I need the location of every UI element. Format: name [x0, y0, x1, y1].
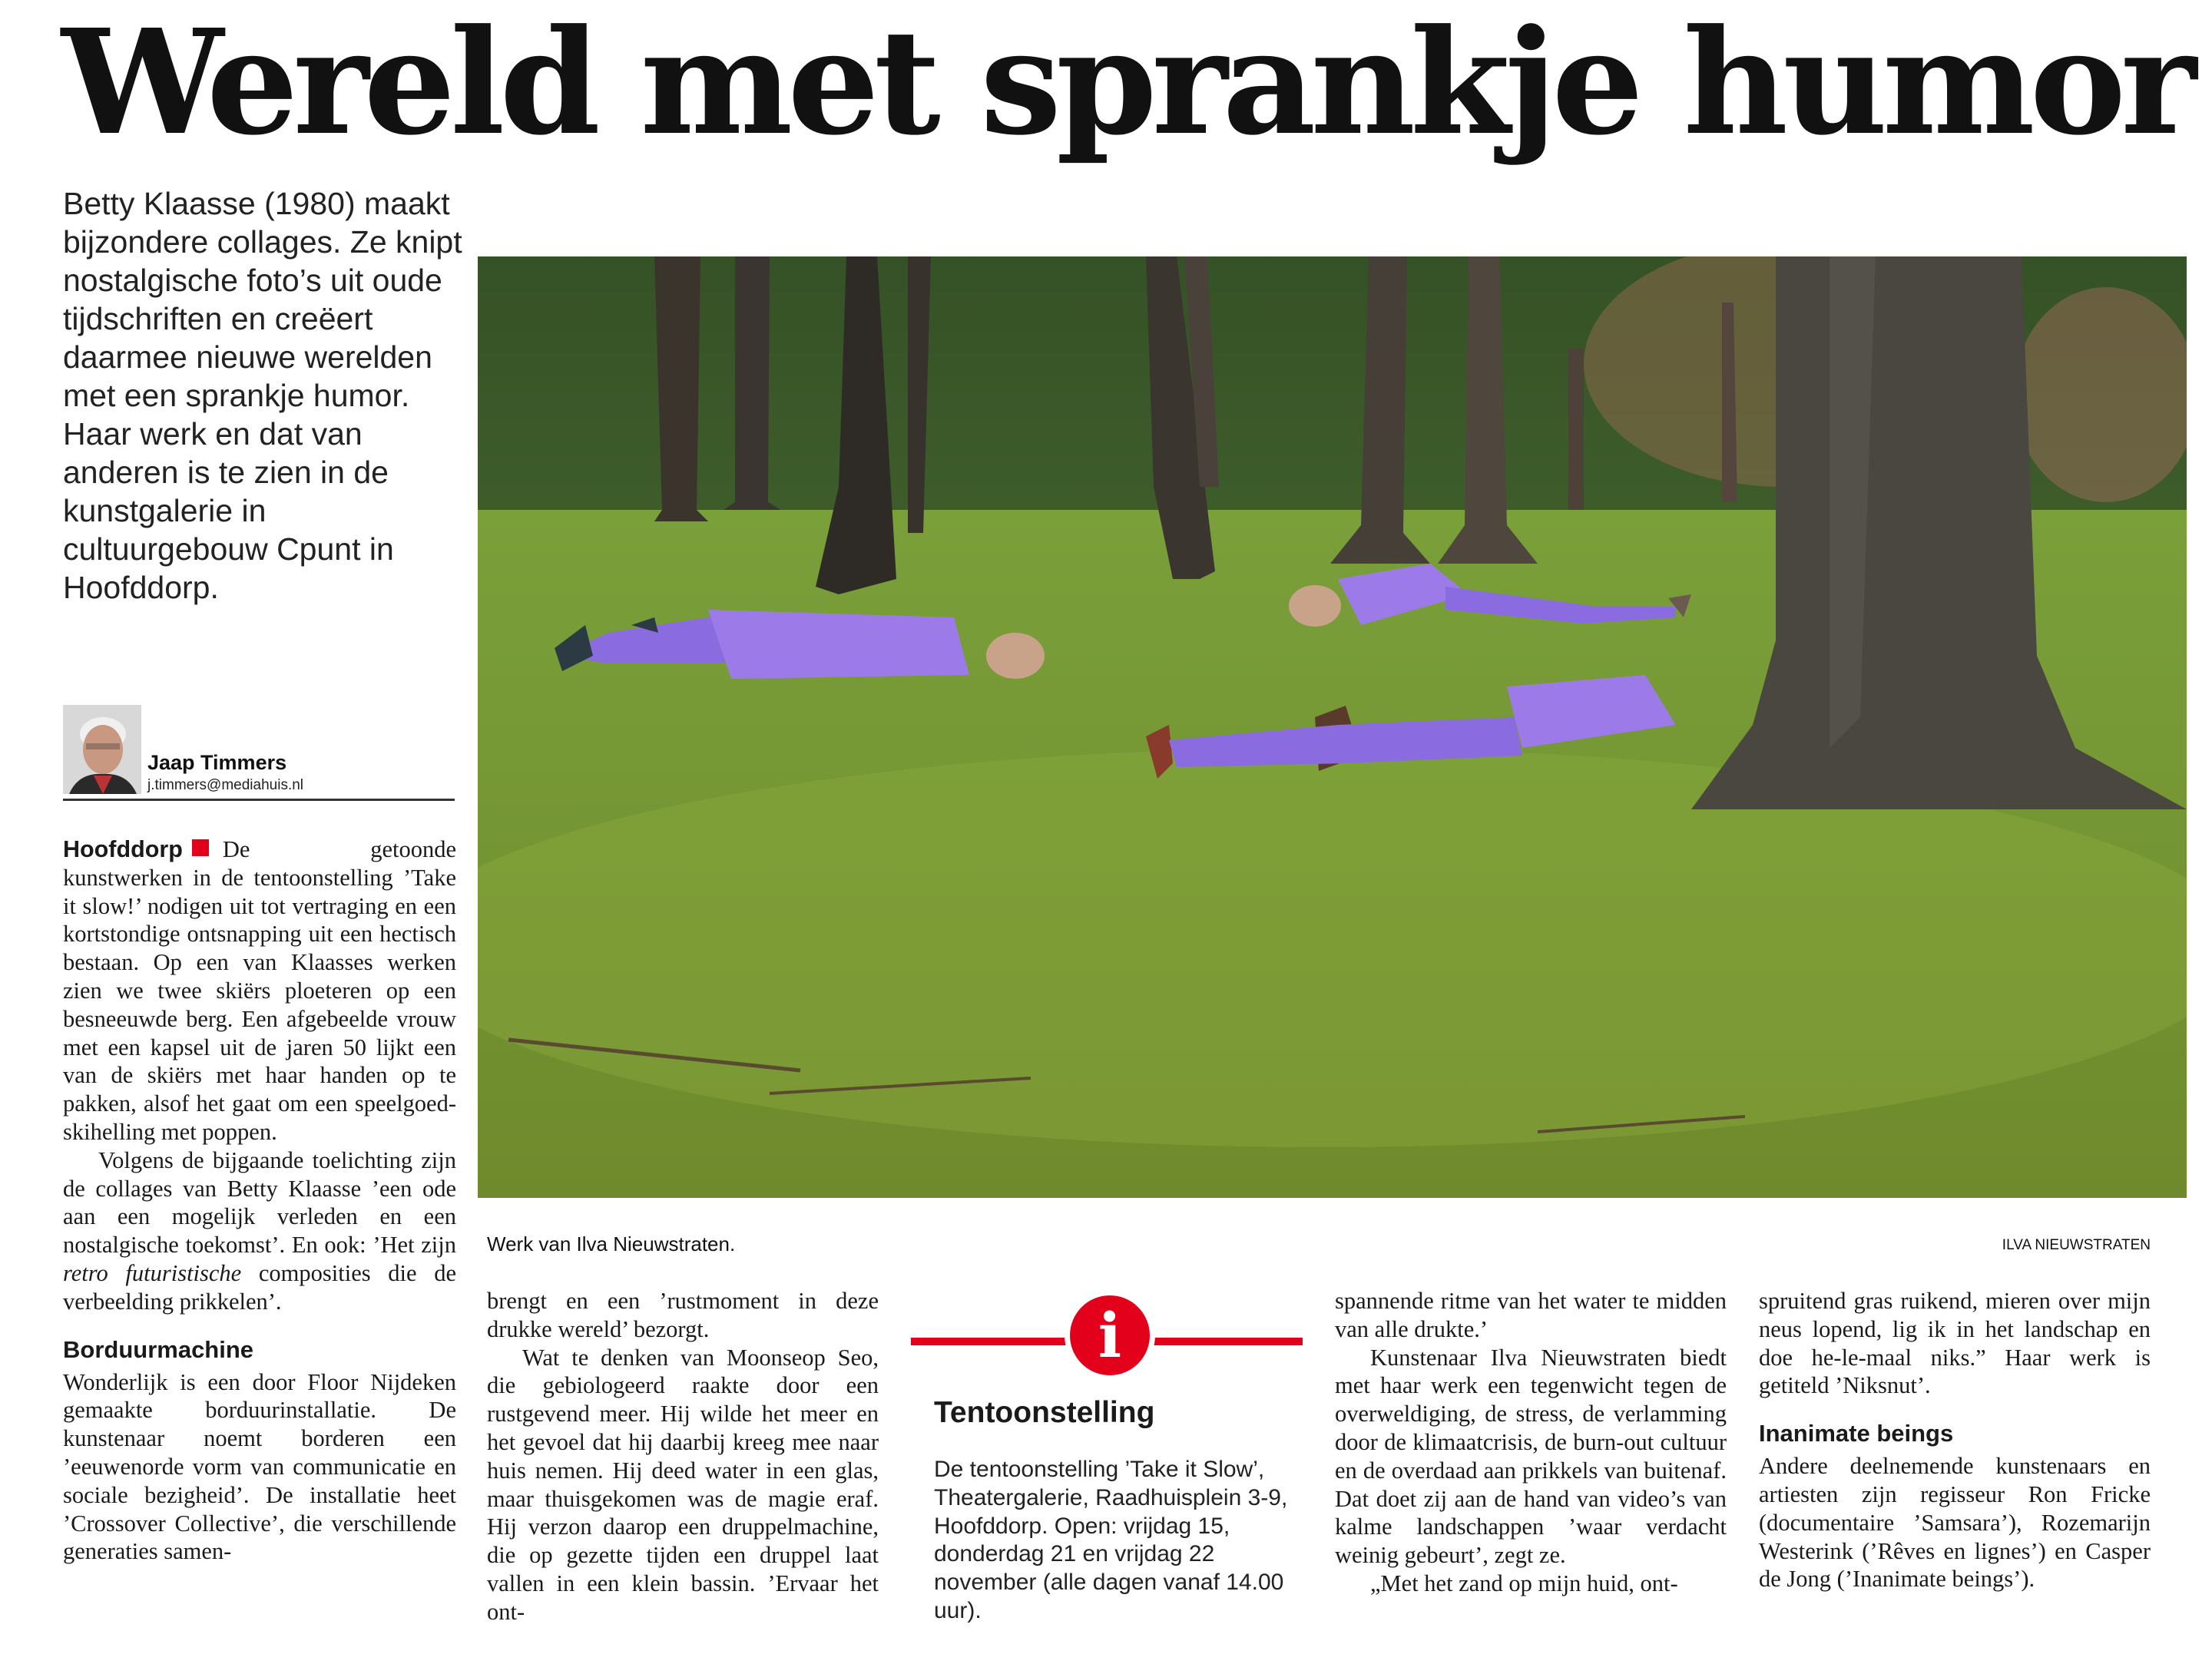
author-email[interactable]: j.timmers@mediahuis.nl — [147, 777, 304, 793]
info-title: Tentoonstelling — [934, 1396, 1155, 1429]
paragraph: Kunstenaar Ilva Nieuwstraten biedt met haar werk een tegenwicht tegen de overweldiging, de stress, de verlamming door de klimaatcrisis, de burn-out cultuur en de overdaad aan prikkels van buitenaf. Dat doet zij aan de hand van video’s van kalme landschappen ’waar verdacht weinig gebeurt’, zegt ze. — [1335, 1344, 1727, 1569]
subheading: Borduurmachine — [63, 1335, 254, 1363]
paragraph: Wat te denken van Moonseop Seo, die gebiologeerd raakte door een rustgevend meer. Hij wilde het meer en het gevoel dat hij daarbij kreeg mee naar huis nemen. Hij deed water in een glas, maar thuisgekomen was de magie eraf. Hij verzon daarop een druppelmachine, die op gezette tijden een druppel laat vallen in een klein bassin. ’Ervaar het ont- — [487, 1344, 879, 1625]
author-name: Jaap Timmers — [147, 751, 287, 774]
paragraph: spannende ritme van het water te midden van alle drukte.’ — [1335, 1288, 1727, 1342]
paragraph — [63, 835, 456, 1146]
headline: Wereld met sprankje humor — [61, 0, 2192, 167]
paragraph: brengt en een ’rustmoment in deze drukke wereld’ bezorgt. — [487, 1288, 879, 1342]
red-square-icon — [192, 839, 209, 856]
paragraph: Andere deelnemende kunstenaars en artiesten zijn regisseur Ron Fricke (documentaire ’Samsara’), Rozemarijn Westerink (’Rêves en lignes’) en Casper de Jong (’Inanimate beings’). — [1759, 1453, 2151, 1593]
paragraph: „Met het zand op mijn huid, ont- — [1370, 1570, 1678, 1596]
info-icon: i — [1065, 1290, 1155, 1381]
article-column-5 — [1759, 1287, 2151, 1593]
intro-text: Betty Klaasse (1980) maakt bijzondere collages. Ze knipt nostalgische foto’s uit oude tijdschriften en creëert daarmee nieuwe werelden met een sprankje humor. Haar werk en dat van anderen is te zien in de kunstgalerie in cultuurgebouw Cpunt in Hoofddorp. — [63, 186, 462, 605]
paragraph-text: Volgens de bijgaande toelichting zijn de collages van Betty Klaasse ’een ode aan een mogelijk verleden en een nostalgische toekomst’. En ook: ’Het zijn — [63, 1146, 456, 1259]
author-photo — [63, 705, 141, 794]
article-column-1 — [63, 835, 456, 1566]
main-photo — [478, 256, 2187, 1198]
dateline: Hoofddorp — [63, 836, 183, 862]
photo-credit: ILVA NIEUWSTRATEN — [2002, 1237, 2151, 1253]
paragraph-text: De getoonde kunstwerken in de tentoonstelling ’Take it slow!’ nodigen uit tot vertraging en een kortstondige ontsnapping uit een hectisch bestaan. Op een van Klaasses werken zien we twee skiërs ploeteren op een besneeuwde berg. Een afgebeelde vrouw met een kapsel uit de jaren 50 lijkt een van de skiërs met haar handen op te pakken, alsof het gaat om een speelgoed-skihelling met poppen. — [63, 836, 456, 1145]
info-text: De tentoonstelling ’Take it Slow’, Theatergalerie, Raadhuisplein 3-9, Hoofddorp. Open: vrijdag 15, donderdag 21 en vrijdag 22 november (alle dagen vanaf 14.00 uur). — [934, 1457, 1288, 1623]
paragraph: Wonderlijk is een door Floor Nijdeken gemaakte borduurinstallatie. De kunstenaar noemt borderen een ’eeuwenorde vorm van communicatie en sociale bezigheid’. De installatie heet ’Crossover Collective’, die verschillende generaties samen- — [63, 1368, 456, 1565]
photo-caption: Werk van Ilva Nieuwstraten. — [487, 1232, 736, 1255]
emphasis-text: retro futuristische — [63, 1259, 242, 1286]
paragraph: spruitend gras ruikend, mieren over mijn neus lopend, lig ik in het landschap en doe he-le-maal niks.” Haar werk is getiteld ’Niksnut’. — [1759, 1288, 2151, 1399]
paragraph — [63, 1146, 456, 1316]
forest-scene-image — [478, 256, 2187, 1198]
article-column-2 — [487, 1287, 879, 1626]
paragraph-text: composities die de verbeelding prikkelen’. — [63, 1259, 456, 1315]
article-column-4 — [1335, 1287, 1727, 1598]
author-byline — [63, 700, 455, 801]
subheading: Inanimate beings — [1759, 1420, 1954, 1447]
